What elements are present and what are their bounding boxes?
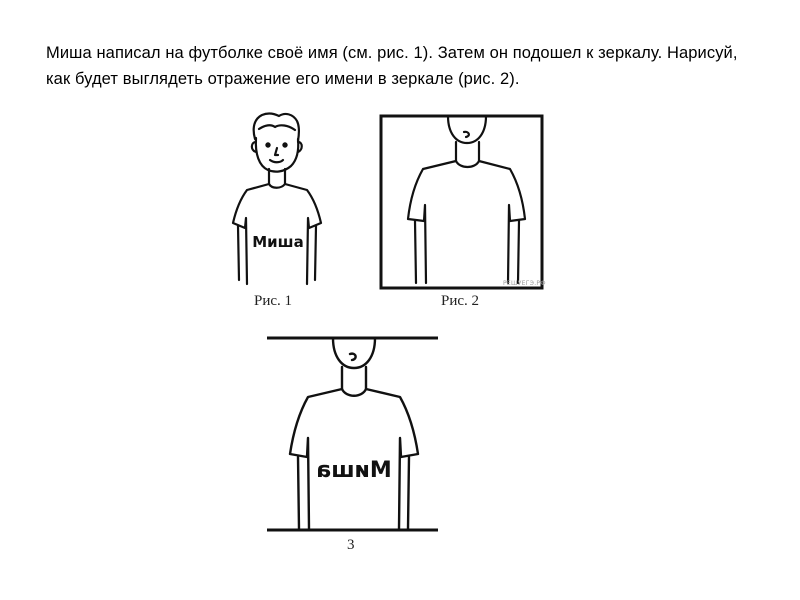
shirt bbox=[408, 161, 525, 283]
figure-2 bbox=[378, 113, 548, 293]
caption-fig-3: 3 bbox=[347, 537, 355, 553]
figure-3-drawing bbox=[265, 334, 440, 534]
arm-right bbox=[518, 221, 519, 283]
hair-fringe bbox=[259, 125, 295, 130]
mirrored-shirt-name: Миша bbox=[316, 458, 392, 483]
arm-left bbox=[238, 226, 239, 280]
task-text: Миша написал на футболке своё имя (см. рис. 1). Затем он подошел к зеркалу. Нарисуй, как будет выглядеть отражение его имени в зеркале (рис. 2). bbox=[46, 44, 738, 88]
mouth bbox=[270, 160, 283, 162]
caption-fig-1: Рис. 1 bbox=[254, 293, 293, 309]
figure-3 bbox=[265, 334, 440, 534]
mouth bbox=[350, 354, 356, 360]
face bbox=[448, 116, 486, 143]
mouth bbox=[464, 132, 469, 137]
arm-left bbox=[298, 457, 299, 529]
figure-1 bbox=[225, 108, 335, 286]
eye-left bbox=[266, 143, 269, 146]
figure-1-drawing bbox=[225, 108, 335, 286]
figure-2-drawing bbox=[378, 113, 548, 293]
arm-right bbox=[315, 226, 316, 280]
watermark: РЕШУЕГЭ.РФ bbox=[503, 280, 546, 287]
arm-left bbox=[415, 221, 416, 283]
mirrored-shirt-name-group bbox=[316, 458, 392, 483]
nose bbox=[275, 148, 278, 155]
eye-right bbox=[283, 143, 286, 146]
shirt-name: Миша bbox=[252, 233, 304, 251]
caption-fig-2: Рис. 2 bbox=[441, 293, 480, 309]
arm-right bbox=[408, 457, 409, 529]
